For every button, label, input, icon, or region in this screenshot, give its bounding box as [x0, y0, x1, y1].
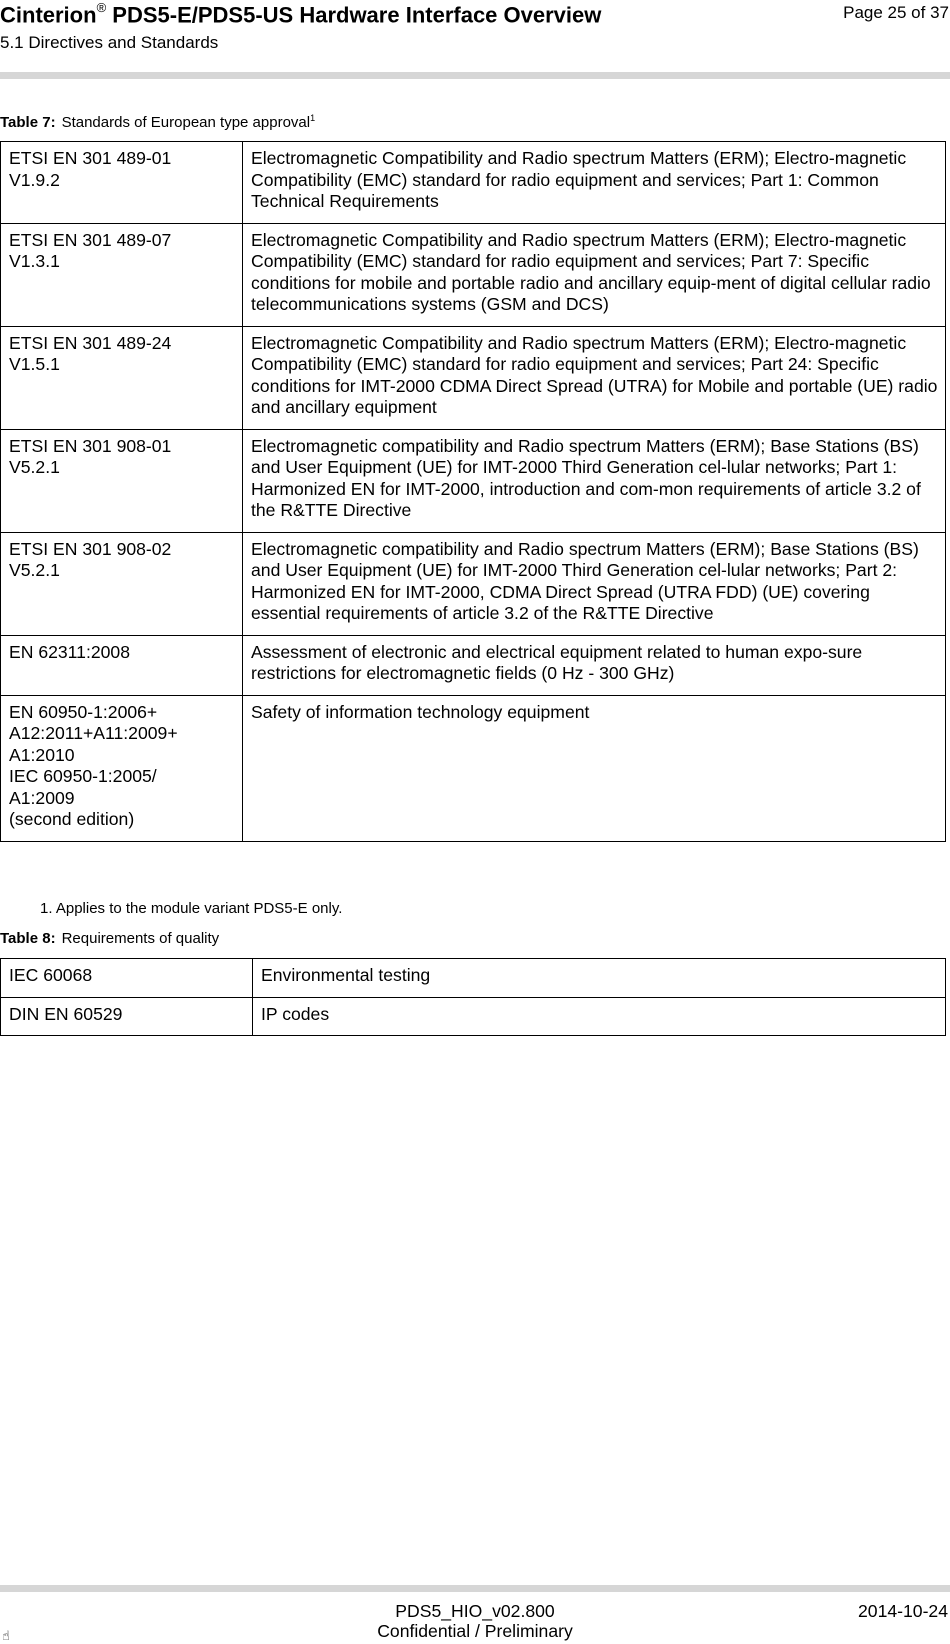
table8-quality	[0, 958, 946, 1036]
standard-cell	[1, 997, 253, 1036]
standard-line: V1.3.1	[9, 251, 60, 271]
table-row	[1, 326, 946, 429]
standard-cell	[1, 223, 243, 326]
table-row	[1, 532, 946, 635]
table-row	[1, 429, 946, 532]
standard-line: A12:2011+A11:2009+	[9, 723, 178, 743]
standard-line: ETSI EN 301 489-24	[9, 332, 172, 353]
standard-cell	[1, 635, 243, 695]
standard-line: A1:2009	[9, 787, 75, 808]
standard-line: ETSI EN 301 908-02	[9, 538, 172, 559]
standard-cell	[1, 695, 243, 841]
standard-cell	[1, 326, 243, 429]
table-row	[1, 997, 946, 1036]
table-row	[1, 223, 946, 326]
standard-line: V5.2.1	[9, 560, 60, 580]
description-cell: Electromagnetic Compatibility and Radio spectrum Matters (ERM); Electro-magnetic Compatibility (EMC) standard for radio equipment and services; Part 1: Common Technical Requirements	[243, 142, 946, 224]
table8-caption-text: Requirements of quality	[61, 930, 220, 947]
standard-line: IEC 60950-1:2005/	[9, 766, 157, 786]
standard-cell	[1, 429, 243, 532]
standard-line: ETSI EN 301 489-07	[9, 229, 172, 250]
document-date: 2014-10-24	[858, 1601, 948, 1621]
standard-line: EN 60950-1:2006+	[9, 701, 158, 722]
standard-line: ETSI EN 301 489-01	[9, 148, 172, 168]
table-row	[1, 635, 946, 695]
table-row	[1, 959, 946, 998]
description-cell: Electromagnetic compatibility and Radio spectrum Matters (ERM); Base Stations (BS) and User Equipment (UE) for IMT-2000 Third Generation cel-lular networks; Part 2: Harmonized EN for IMT-2000, CDMA Direct Spread (UTRA FDD) (UE) covering essential requirements of article 3.2 of the R&TTE Directive	[243, 532, 946, 635]
description-cell: IP codes	[253, 997, 946, 1036]
description-cell: Electromagnetic Compatibility and Radio spectrum Matters (ERM); Electro-magnetic Compatibility (EMC) standard for radio equipment and services; Part 7: Specific conditions for mobile and portable radio and ancillary equip-ment of digital cellular radio telecommunications systems (GSM and DCS)	[243, 223, 946, 326]
standard-line: ETSI EN 301 908-01	[9, 435, 172, 456]
confidentiality-note: Confidential / Preliminary	[377, 1621, 573, 1641]
standard-line: (second edition)	[9, 809, 135, 829]
title-text: PDS5-E/PDS5-US Hardware Interface Overview	[106, 2, 602, 28]
standard-line: V1.9.2	[9, 169, 60, 190]
document-id: PDS5_HIO_v02.800	[395, 1601, 555, 1621]
standard-line: EN 62311:2008	[9, 641, 130, 662]
table7-label: Table 7:	[0, 114, 56, 131]
standard-cell	[1, 959, 253, 998]
description-cell: Environmental testing	[253, 959, 946, 998]
standard-cell	[1, 532, 243, 635]
table-row	[1, 695, 946, 841]
table-row	[1, 142, 946, 224]
standard-line: DIN EN 60529	[9, 1003, 123, 1024]
document-title	[0, 2, 601, 28]
description-cell: Electromagnetic Compatibility and Radio spectrum Matters (ERM); Electro-magnetic Compatibility (EMC) standard for radio equipment and services; Part 24: Specific conditions for IMT-2000 CDMA Direct Spread (UTRA) for Mobile and portable (UE) radio and ancillary equipment	[243, 326, 946, 429]
brand-name: Cinterion	[0, 2, 97, 28]
page-number: Page 25 of 37	[843, 3, 949, 22]
table7-standards	[0, 141, 946, 842]
description-cell: Safety of information technology equipment	[243, 695, 946, 841]
table7-footnote-ref: 1	[310, 113, 316, 123]
description-cell: Electromagnetic compatibility and Radio spectrum Matters (ERM); Base Stations (BS) and User Equipment (UE) for IMT-2000 Third Generation cel-lular networks; Part 1: Harmonized EN for IMT-2000, introduction and com-mon requirements of article 3.2 of the R&TTE Directive	[243, 429, 946, 532]
standard-cell	[1, 142, 243, 224]
table7-footnote: 1. Applies to the module variant PDS5-E only.	[40, 900, 343, 917]
standard-line: A1:2010	[9, 744, 75, 765]
registered-mark: ®	[96, 0, 107, 15]
table8-label: Table 8:	[0, 930, 56, 947]
standard-line: IEC 60068	[9, 965, 93, 985]
table8-caption	[0, 930, 219, 947]
header-rule	[0, 72, 950, 79]
table7-caption	[0, 113, 315, 131]
standard-line: V1.5.1	[9, 354, 60, 374]
footer-rule	[0, 1585, 950, 1592]
section-heading: 5.1 Directives and Standards	[0, 33, 219, 52]
description-cell: Assessment of electronic and electrical equipment related to human expo-sure restrictions for electromagnetic fields (0 Hz - 300 GHz)	[243, 635, 946, 695]
table7-caption-text: Standards of European type approval	[61, 114, 311, 131]
hand-pointer-icon: ☝	[2, 1628, 10, 1643]
standard-line: V5.2.1	[9, 457, 60, 477]
